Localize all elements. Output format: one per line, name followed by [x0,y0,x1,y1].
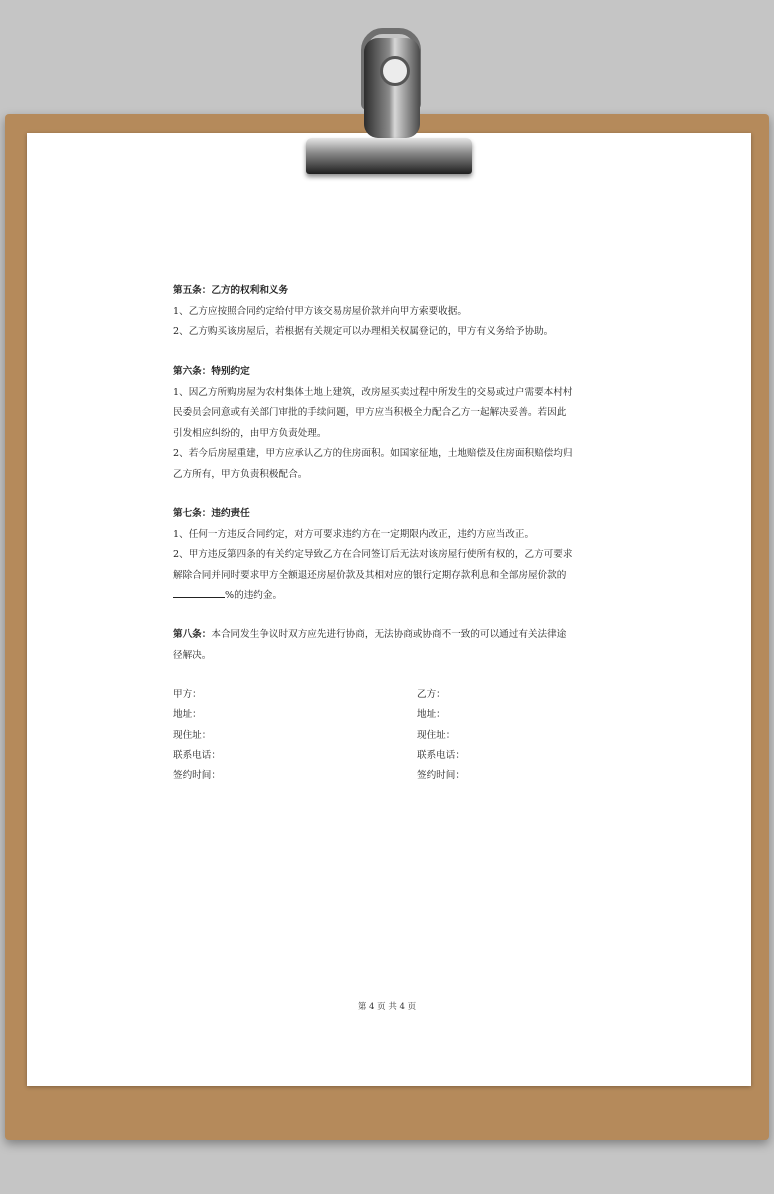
clip-hole [380,56,410,86]
section-6-line-2: 民委员会同意或有关部门审批的手续问题，甲方应当积极全力配合乙方一起解决妥善。若因此 [173,407,567,418]
clip-hinge [364,38,420,138]
party-a-phone: 联系电话： [173,749,221,761]
section-6-line-3: 引发相应纠纷的，由甲方负责处理。 [173,427,327,439]
clipboard-clip [306,138,472,174]
penalty-blank [173,587,225,598]
party-a-current-address: 现住址： [173,729,212,741]
section-7-line-2: 2、甲方违反第四条的有关约定导致乙方在合同签订后无法对该房屋行使所有权的，乙方可要求 [173,549,573,560]
party-b-current-address: 现住址： [417,729,456,741]
section-8 [173,625,613,666]
section-6-line-1: 1、因乙方所购房屋为农村集体土地上建筑，改房屋买卖过程中所发生的交易或过户需要本村村 [173,386,573,398]
section-7-heading: 第七条：违约责任 [173,508,250,519]
section-5 [173,281,613,343]
section-6-line-5: 乙方所有，甲方负责积极配合。 [173,468,308,480]
section-8-line-1 [173,625,613,646]
section-8-text: 本合同发生争议时双方应先进行协商，无法协商或协商不一致的可以通过有关法律途 [211,629,567,640]
party-a-block [173,685,221,786]
section-7-line-3: 解除合同并同时要求甲方全额退还房屋价款及其相对应的银行定期存款利息和全部房屋价款的 [173,569,567,581]
section-7 [173,504,613,607]
document-page [27,133,751,1086]
party-b-address: 地址： [417,709,446,721]
section-6-heading: 第六条：特别约定 [173,366,250,377]
party-b-phone: 联系电话： [417,749,465,761]
section-5-heading: 第五条：乙方的权利和义务 [173,285,289,296]
party-b-block [417,685,465,786]
section-7-line-4 [173,586,613,607]
section-5-line-2: 2、乙方购买该房屋后，若根据有关规定可以办理相关权属登记的，甲方有义务给予协助。 [173,326,554,337]
penalty-suffix: %的违约金。 [225,590,283,601]
page-number: 第 4 页 共 4 页 [357,1002,417,1012]
section-6 [173,362,613,485]
party-b-sign-date: 签约时间： [417,770,465,782]
section-8-line-2: 径解决。 [173,649,212,661]
section-6-line-4: 2、若今后房屋重建，甲方应承认乙方的住房面积。如国家征地，土地赔偿及住房面积赔偿均归 [173,448,573,459]
section-8-lead: 第八条： [173,629,212,640]
party-a-name: 甲方： [173,689,202,700]
party-b-name: 乙方： [417,689,446,700]
section-7-line-1: 1、任何一方违反合同约定，对方可要求违约方在一定期限内改正，违约方应当改正。 [173,528,535,540]
section-5-line-1: 1、乙方应按照合同约定给付甲方该交易房屋价款并向甲方索要收据。 [173,305,467,317]
party-a-address: 地址： [173,709,202,721]
party-a-sign-date: 签约时间： [173,770,221,782]
